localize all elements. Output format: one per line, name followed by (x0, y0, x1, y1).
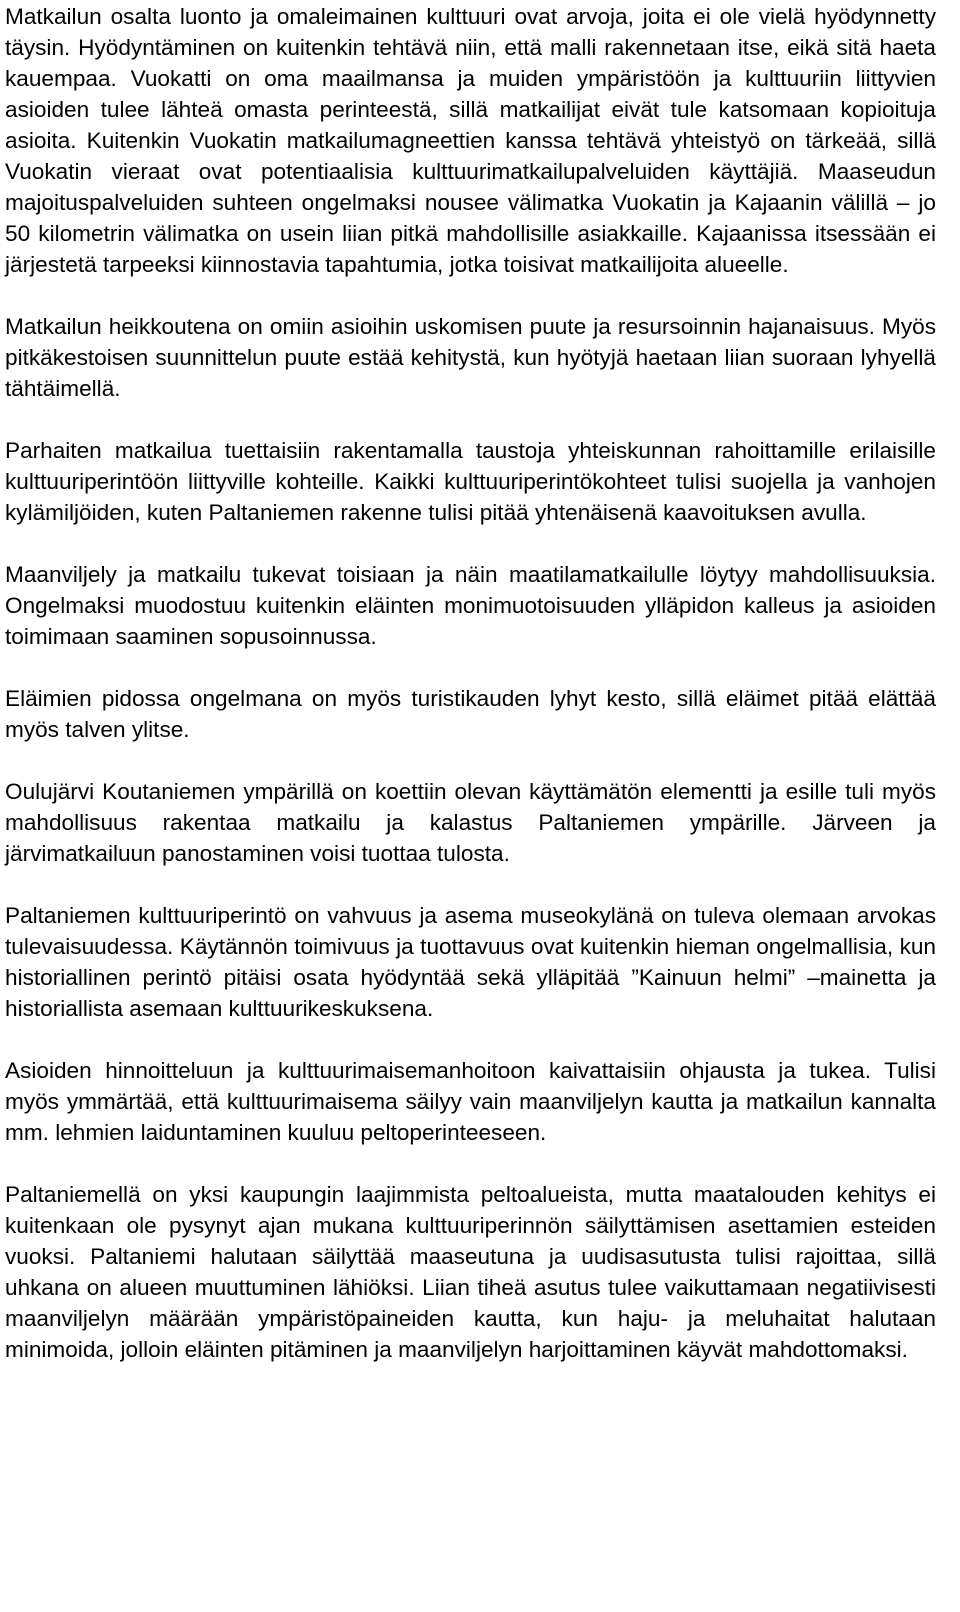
paragraph-tourism-values: Matkailun osalta luonto ja omaleimainen kulttuuri ovat arvoja, joita ei ole vielä hyödynnetty täysin. Hyödyntäminen on kuitenkin tehtävä niin, että malli rakennetaan itse, eikä sitä haeta kauempaa. Vuokatti on oma maailmansa ja muiden ympäristöön ja kulttuuriin liittyvien asioiden tulee lähteä omasta perinteestä, sillä matkailijat eivät tule katsomaan kopioituja asioita. Kuitenkin Vuokatin matkailumagneettien kanssa tehtävä yhteistyö on tärkeää, sillä Vuokatin vieraat ovat potentiaalisia kulttuurimatkailupalveluiden käyttäjiä. Maaseudun majoituspalveluiden suhteen ongelmaksi nousee välimatka Vuokatin ja Kajaanin välillä – jo 50 kilometrin välimatka on usein liian pitkä mahdollisille asiakkaille. Kajaanissa itsessään ei järjestetä tarpeeksi kiinnostavia tapahtumia, jotka toisivat matkailijoita alueelle. (5, 4, 936, 277)
paragraph-cultural-heritage: Paltaniemen kulttuuriperintö on vahvuus ja asema museokylänä on tuleva olemaan arvokas tulevaisuudessa. Käytännön toimivuus ja tuottavuus ovat kuitenkin hieman ongelmallisia, kun historiallinen perintö pitäisi osata hyödyntää sekä ylläpitää ”Kainuun helmi” –mainetta ja historiallista asemaan kulttuurikeskuksena. (5, 903, 936, 1021)
paragraph-tourism-weakness: Matkailun heikkoutena on omiin asioihin uskomisen puute ja resursoinnin hajanaisuus. Myös pitkäkestoisen suunnittelun puute estää kehitystä, kun hyötyjä haetaan liian suoraan lyhyellä tähtäimellä. (5, 314, 936, 401)
paragraph-oulujarvi: Oulujärvi Koutaniemen ympärillä on koettiin olevan käyttämätön elementti ja esille tuli myös mahdollisuus rakentaa matkailu ja kalastus Paltaniemen ympärille. Järveen ja järvimatkailuun panostaminen voisi tuottaa tulosta. (5, 779, 936, 866)
paragraph-pricing-guidance: Asioiden hinnoitteluun ja kulttuurimaisemanhoitoon kaivattaisiin ohjausta ja tukea. Tulisi myös ymmärtää, että kulttuurimaisema säilyy vain maanviljelyn kautta ja matkailun kannalta mm. lehmien laiduntaminen kuuluu peltoperinteeseen. (5, 1058, 936, 1145)
paragraph-field-areas: Paltaniemellä on yksi kaupungin laajimmista peltoalueista, mutta maatalouden kehitys ei kuitenkaan ole pysynyt ajan mukana kulttuuriperinnön säilyttämisen asettamien esteiden vuoksi. Paltaniemi halutaan säilyttää maaseutuna ja uudisasutusta tulisi rajoittaa, sillä uhkana on alueen muuttuminen lähiöksi. Liian tiheä asutus tulee vaikuttamaan negatiivisesti maanviljelyn määrään ympäristöpaineiden kautta, kun haju- ja meluhaitat halutaan minimoida, jolloin eläinten pitäminen ja maanviljelyn harjoittaminen käyvät mahdottomaksi. (5, 1182, 936, 1362)
paragraph-farming-tourism: Maanviljely ja matkailu tukevat toisiaan ja näin maatilamatkailulle löytyy mahdollisuuksia. Ongelmaksi muodostuu kuitenkin eläinten monimuotoisuuden ylläpidon kalleus ja asioiden toimimaan saaminen sopusoinnussa. (5, 562, 936, 649)
paragraph-animal-keeping: Eläimien pidossa ongelmana on myös turistikauden lyhyt kesto, sillä eläimet pitää elättää myös talven ylitse. (5, 686, 936, 742)
paragraph-support-tourism: Parhaiten matkailua tuettaisiin rakentamalla taustoja yhteiskunnan rahoittamille erilaisille kulttuuriperintöön liittyville kohteille. Kaikki kulttuuriperintökohteet tulisi suojella ja vanhojen kylämiljöiden, kuten Paltaniemen rakenne tulisi pitää yhtenäisenä kaavoituksen avulla. (5, 438, 936, 525)
